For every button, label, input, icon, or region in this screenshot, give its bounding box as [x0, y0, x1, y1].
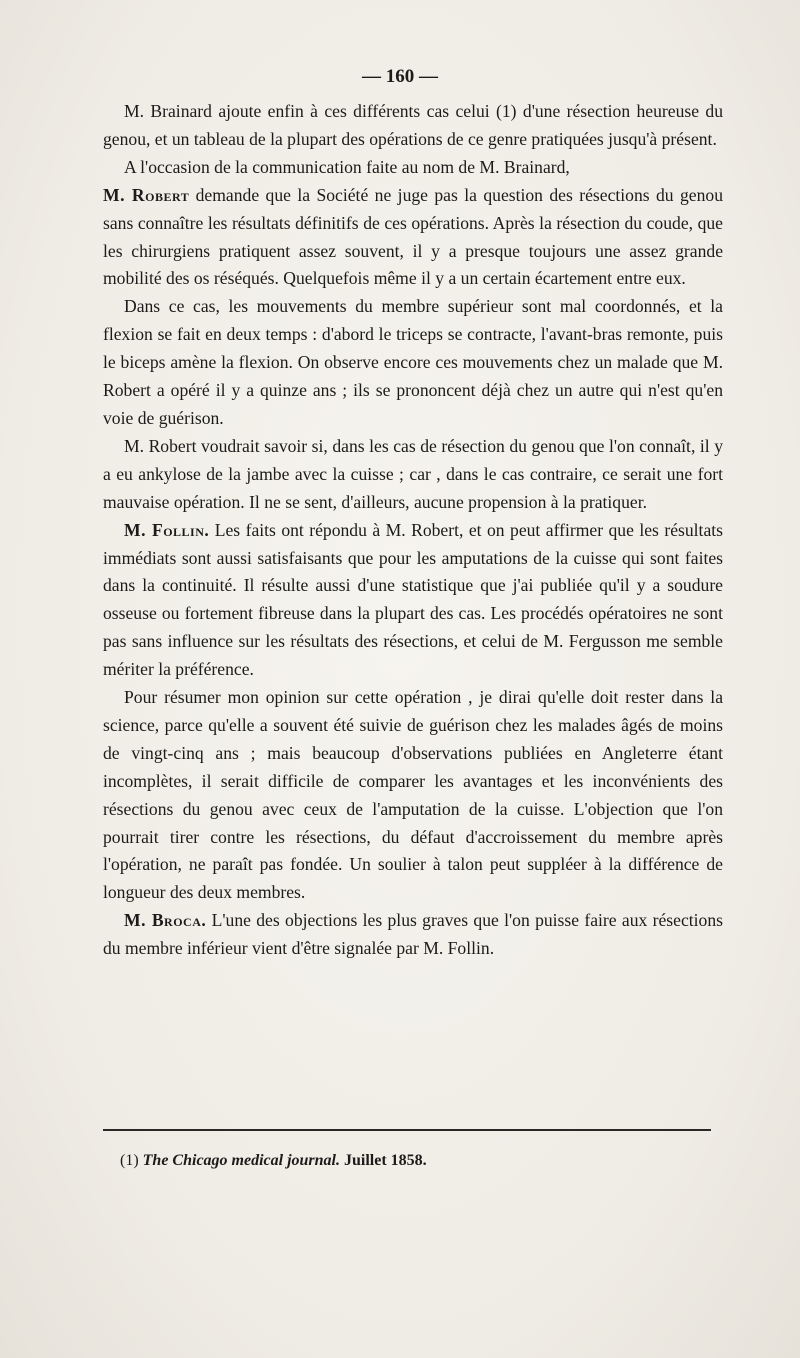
footnote: [120, 1152, 427, 1170]
paragraph-5: M. Robert voudrait savoir si, dans les cas de résection du genou que l'on connaît, il y a eu ankylose de la jambe avec la cuisse ; car , dans le cas contraire, ce serait une fort mauvaise opération. Il ne se sent, d'ailleurs, aucune propension à la pratiquer.: [103, 435, 723, 512]
paragraph-6-text: Les faits ont répondu à M. Robert, et on peut affirmer que les résultats immédiats sont aussi satisfaisants que pour les amputations de la cuisse qui sont faites dans la continuité. Il résulte aussi d'une statistique que j'ai publiée qu'il y a soudure osseuse ou fortement fibreuse dans la plupart des cas. Les procédés opératoires ne sont pas sans influence sur les résultats des résections, et celui de M. Fergusson me semble mériter la préférence.: [103, 519, 723, 680]
footnote-marker: (1): [120, 1152, 143, 1169]
paragraph-2: A l'occasion de la communication faite au nom de M. Brainard,: [124, 156, 570, 177]
body-text: [103, 98, 723, 963]
paragraph-1: M. Brainard ajoute enfin à ces différents cas celui (1) d'une résection heureuse du genou, et un tableau de la plupart des opérations de ce genre pratiquées jusqu'à présent.: [103, 101, 723, 149]
speaker-broca: M. Broca.: [124, 910, 207, 931]
footnote-divider: [103, 1129, 711, 1131]
paragraph-7: Pour résumer mon opinion sur cette opération , je dirai qu'elle doit rester dans la science, parce qu'elle a souvent été suivie de guérison chez les malades âgés de moins de vingt-cinq ans ; mais beaucoup d'observations publiées en Angleterre étant incomplètes, il serait difficile de comparer les avantages et les inconvénients des résections du genou avec ceux de l'amputation de la cuisse. L'objection que l'on pourrait tirer contre les résections, du défaut d'accroissement du membre après l'opération, ne paraît pas fondée. Un soulier à talon peut suppléer à la différence de longueur des deux membres.: [103, 687, 723, 903]
paragraph-8: [103, 907, 723, 963]
paragraph-3-text: demande que la Société ne juge pas la question des résections du genou sans connaître les résultats définitifs de ces opérations. Après la résection du coude, que les chirurgiens pratiquent assez souvent, il y a presque toujours une assez grande mobilité des os réséqués. Quelquefois même il y a un certain écartement entre eux.: [103, 184, 724, 289]
page-number: — 160 —: [362, 66, 438, 87]
speaker-robert: M. Robert: [103, 184, 190, 205]
paragraph-6: [103, 517, 723, 684]
paragraph-8-text: L'une des objections les plus graves que l'on puisse faire aux résections du membre inférieur vient d'être signalée par M. Follin.: [103, 910, 723, 959]
paragraph-4: Dans ce cas, les mouvements du membre supérieur sont mal coordonnés, et la flexion se fait en deux temps : d'abord le triceps se contracte, l'avant-bras remonte, puis le biceps amène la flexion. On observe encore ces mouvements chez un malade que M. Robert a opéré il y a quinze ans ; ils se prononcent déjà chez un autre qui n'est qu'en voie de guérison.: [103, 296, 723, 428]
footnote-date: Juillet 1858.: [340, 1152, 427, 1169]
paragraph-3: [103, 182, 723, 294]
footnote-journal: The Chicago medical journal.: [142, 1152, 340, 1169]
speaker-follin: M. Follin.: [124, 519, 210, 540]
